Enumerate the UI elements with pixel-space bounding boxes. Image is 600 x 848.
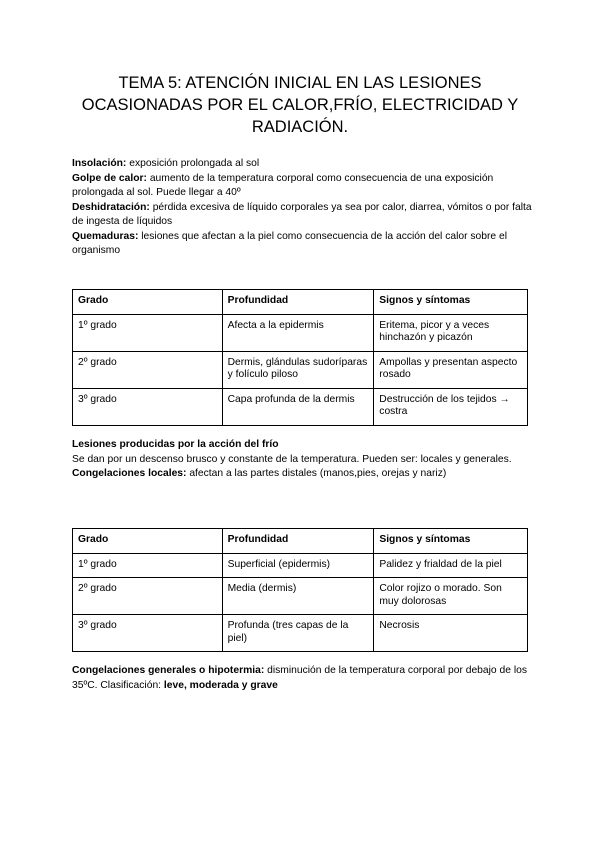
table-row bbox=[73, 351, 528, 388]
cold-description: Se dan por un descenso brusco y constante de la temperatura. Pueden ser: locales y generales. bbox=[72, 453, 512, 465]
table-cell: Palidez y frialdad de la piel bbox=[374, 553, 528, 578]
table-cell: Afecta a la epidermis bbox=[222, 314, 374, 351]
general-freezing bbox=[72, 664, 534, 693]
cold-heading bbox=[72, 438, 534, 453]
definition-term: Insolación: bbox=[72, 158, 127, 169]
definition-quemaduras bbox=[72, 230, 534, 259]
table-cell: Necrosis bbox=[374, 615, 528, 652]
definition-golpe-de-calor bbox=[72, 172, 534, 201]
table-cell: Ampollas y presentan aspecto rosado bbox=[374, 351, 528, 388]
burns-table bbox=[72, 289, 528, 426]
definition-text: exposición prolongada al sol bbox=[126, 158, 260, 169]
table-cell: Media (dermis) bbox=[222, 578, 374, 615]
table-cell: Profunda (tres capas de la piel) bbox=[222, 615, 374, 652]
definition-text: disminución de la temperatura corporal por debajo de los 35ºC. Clasificación: bbox=[72, 665, 527, 691]
title-line-3: RADIACIÓN. bbox=[251, 118, 349, 136]
definition-term: Quemaduras: bbox=[72, 230, 139, 242]
column-header: Grado bbox=[73, 529, 223, 554]
title-line-2: OCASIONADAS POR EL CALOR,FRÍO, ELECTRICIDAD Y bbox=[81, 96, 519, 114]
page-title bbox=[60, 72, 540, 138]
table-cell: Color rojizo o morado. Son muy dolorosas bbox=[374, 578, 528, 615]
table-header-row bbox=[73, 290, 528, 315]
table-row bbox=[73, 388, 528, 425]
definition-text: lesiones que afectan a la piel como consecuencia de la acción del calor sobre el organismo bbox=[72, 230, 508, 256]
definition-text: pérdida excesiva de líquido corporales ya sea por calor, diarrea, vómitos o por falta de ingesta de líquidos bbox=[72, 201, 532, 227]
local-freezing bbox=[72, 467, 534, 482]
freezing-table bbox=[72, 528, 528, 652]
cold-section bbox=[72, 438, 534, 482]
definition-insolacion bbox=[72, 157, 534, 172]
table-cell: 3º grado bbox=[73, 388, 223, 425]
table-cell: Capa profunda de la dermis bbox=[222, 388, 374, 425]
definition-term: Congelaciones locales: bbox=[72, 468, 187, 479]
definitions-block bbox=[72, 157, 534, 259]
table-cell: Superficial (epidermis) bbox=[222, 553, 374, 578]
definition-deshidratacion bbox=[72, 201, 534, 230]
column-header: Signos y síntomas bbox=[374, 290, 528, 315]
column-header: Signos y síntomas bbox=[374, 529, 528, 554]
definition-text: afectan a las partes distales (manos,pies, orejas y nariz) bbox=[186, 468, 447, 479]
table-row bbox=[73, 578, 528, 615]
classification-values: leve, moderada y grave bbox=[163, 679, 278, 691]
definition-term: Deshidratación: bbox=[72, 201, 150, 213]
table-cell: Destrucción de los tejidos → costra bbox=[374, 388, 528, 425]
column-header: Grado bbox=[73, 290, 223, 315]
table-row bbox=[73, 314, 528, 351]
table-cell: Dermis, glándulas sudoríparas y folículo piloso bbox=[222, 351, 374, 388]
title-line-1: TEMA 5: ATENCIÓN INICIAL EN LAS LESIONES bbox=[118, 74, 482, 92]
table-cell: 3º grado bbox=[73, 615, 223, 652]
table-cell: 1º grado bbox=[73, 314, 223, 351]
definition-text: aumento de la temperatura corporal como consecuencia de una exposición prolongada al sol. Puede llegar a 40º bbox=[72, 172, 494, 198]
column-header: Profundidad bbox=[222, 529, 374, 554]
table-cell: 2º grado bbox=[73, 351, 223, 388]
table-cell: 2º grado bbox=[73, 578, 223, 615]
definition-term: Golpe de calor: bbox=[72, 172, 147, 184]
table-cell: Eritema, picor y a veces hinchazón y picazón bbox=[374, 314, 528, 351]
table-row bbox=[73, 553, 528, 578]
table-cell: 1º grado bbox=[73, 553, 223, 578]
table-row bbox=[73, 615, 528, 652]
column-header: Profundidad bbox=[222, 290, 374, 315]
section-heading: Lesiones producidas por la acción del frío bbox=[72, 439, 279, 450]
definition-term: Congelaciones generales o hipotermia: bbox=[72, 665, 265, 676]
table-header-row bbox=[73, 529, 528, 554]
